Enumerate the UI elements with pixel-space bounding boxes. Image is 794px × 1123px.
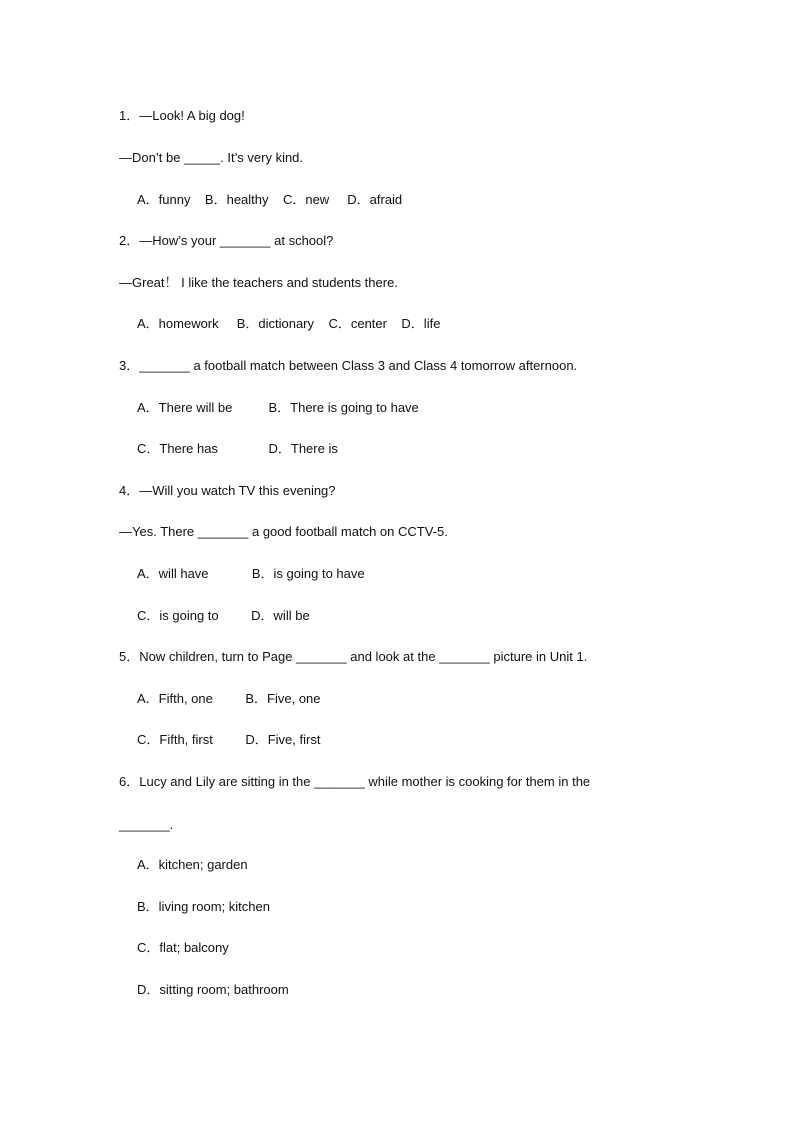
question-6-option-b: B．living room; kitchen [137, 899, 270, 914]
question-3-prompt: 3．_______ a football match between Class 3 and Class 4 tomorrow afternoon. [119, 358, 578, 373]
question-3-options-cd: C．There has D．There is [137, 441, 338, 456]
question-6-option-c: C．flat; balcony [137, 940, 229, 955]
question-5-options-ab: A．Fifth, one B．Five, one [137, 691, 321, 706]
question-5-prompt: 5．Now children, turn to Page _______ and look at the _______ picture in Unit 1. [119, 649, 588, 664]
question-1-prompt: 1．—Look! A big dog! [119, 108, 245, 123]
question-2-options: A．homework B．dictionary C．center D．life [137, 316, 441, 331]
question-1-response: —Don’t be _____. It’s very kind. [119, 150, 304, 165]
question-2-response: —Great！ I like the teachers and students there. [119, 275, 398, 290]
question-2-prompt: 2．—How’s your _______ at school? [119, 233, 334, 248]
question-6-option-d: D．sitting room; bathroom [137, 982, 289, 997]
question-1-options: A．funny B．healthy C．new D．afraid [137, 192, 403, 207]
question-4-response: —Yes. There _______ a good football match on CCTV-5. [119, 524, 448, 539]
question-4-prompt: 4．—Will you watch TV this evening? [119, 483, 336, 498]
question-3-options-ab: A．There will be B．There is going to have [137, 400, 419, 415]
question-4-options-cd: C．is going to D．will be [137, 608, 310, 623]
question-4-options-ab: A．will have B．is going to have [137, 566, 365, 581]
question-6-prompt-continued: _______. [119, 817, 174, 832]
question-6-option-a: A．kitchen; garden [137, 857, 248, 872]
question-5-options-cd: C．Fifth, first D．Five, first [137, 732, 321, 747]
question-6-prompt: 6．Lucy and Lily are sitting in the _______ while mother is cooking for them in the [119, 774, 591, 789]
